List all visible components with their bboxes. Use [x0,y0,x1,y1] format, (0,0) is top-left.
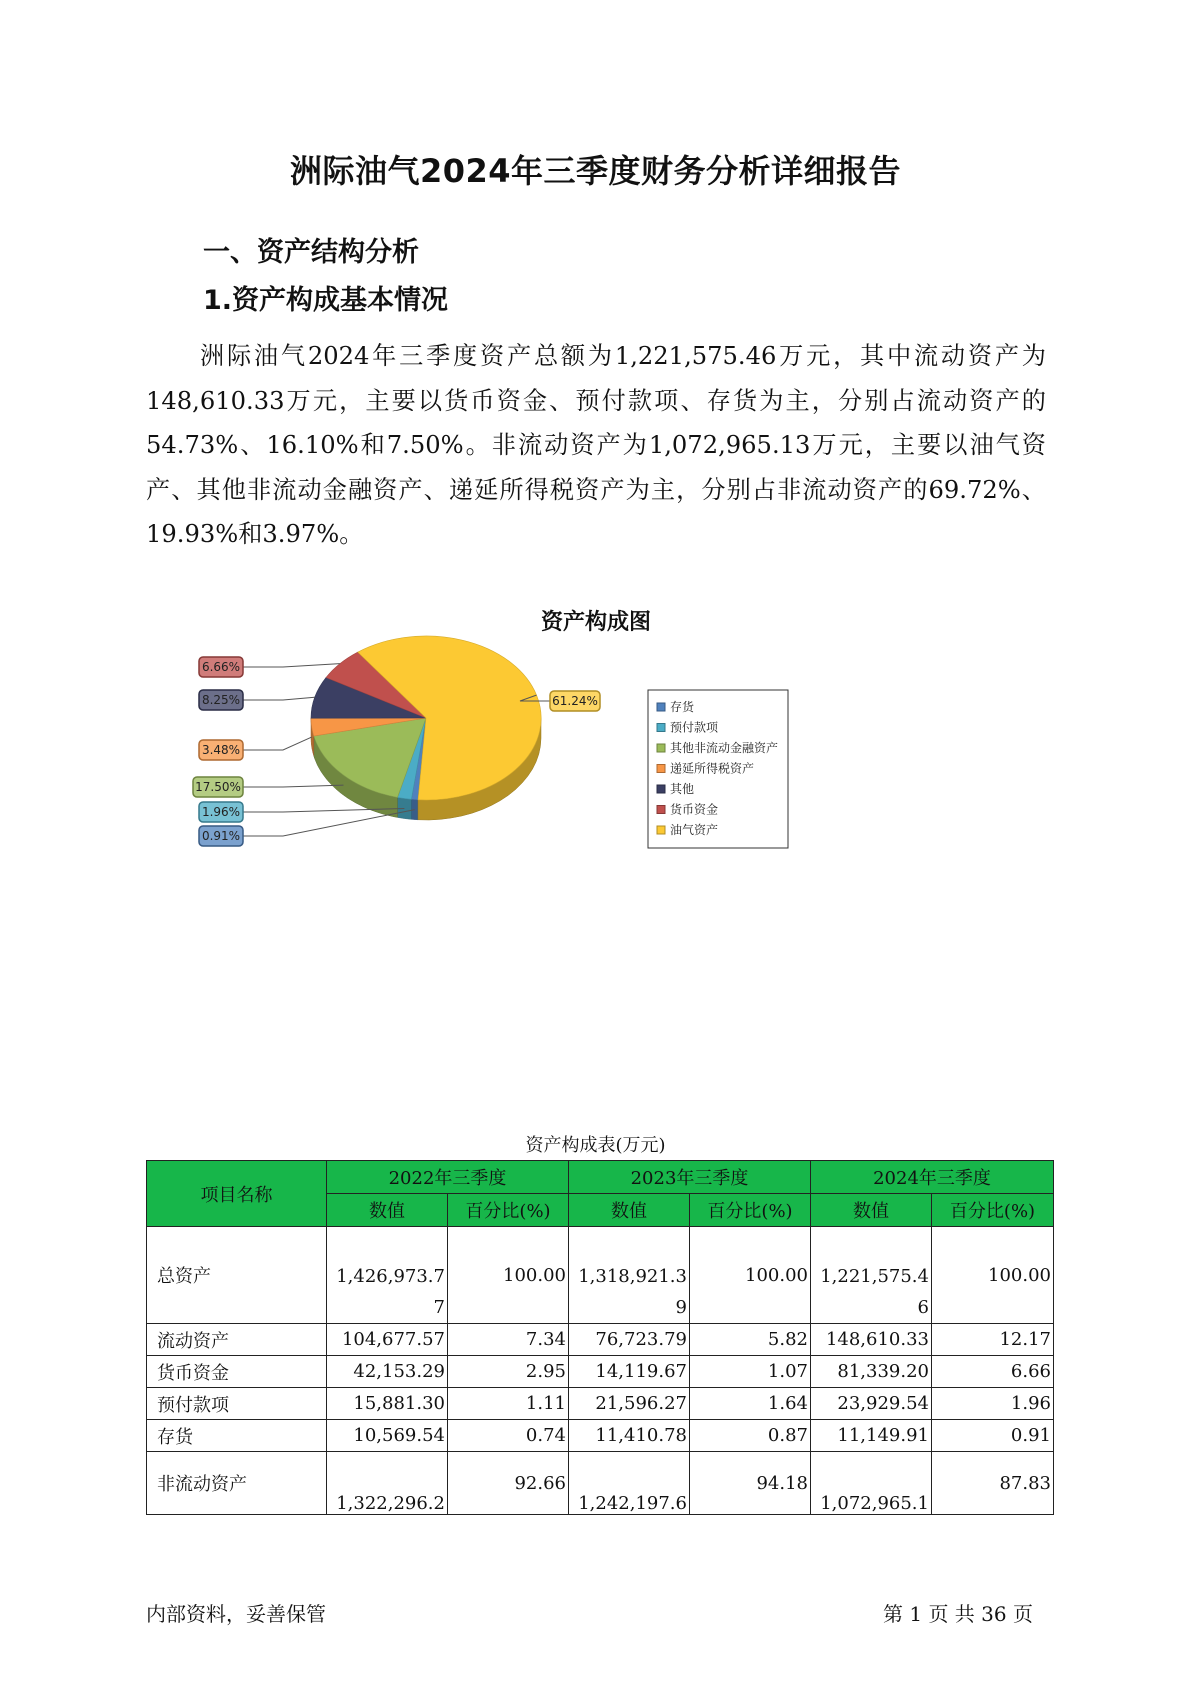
legend-item: 油气资产 [670,823,719,837]
footer-confidential: 内部资料，妥善保管 [146,1602,326,1626]
cell-value: 11,410.78 [569,1420,690,1452]
row-name: 流动资产 [147,1324,327,1356]
cell-value: 23,929.54 [811,1388,932,1420]
header-period: 2022年三季度 [327,1161,569,1194]
cell-value: 76,723.79 [569,1324,690,1356]
header-percent: 百分比(%) [690,1194,811,1227]
row-name: 存货 [147,1420,327,1452]
footer-page-number: 第 1 页 共 36 页 [883,1602,1033,1626]
legend-swatch [657,785,665,793]
legend-item: 货币资金 [670,802,719,817]
cell-value: 1,072,965.1 [811,1452,932,1515]
chart-title: 资产构成图 [540,610,651,635]
callout-line [243,785,344,787]
callout-line [243,697,315,700]
data-label: 3.48% [201,743,241,757]
cell-value: 1,426,973.77 [327,1227,448,1324]
analysis-paragraph: 洲际油气2024年三季度资产总额为1,221,575.46万元，其中流动资产为148,610.33万元，主要以货币资金、预付款项、存货为主，分别占流动资产的54.73%、16.10%和7.50%。非流动资产为1,072,965.13万元，主要以油气资产、其他非流动金融资产、递延所得税资产为主，分别占非流动资产的69.72%、19.93%和3.97%。 [146,342,1046,548]
callout-line [243,664,340,667]
legend-item: 预付款项 [670,720,719,735]
table-row [147,1452,1054,1515]
cell-value: 81,339.20 [811,1356,932,1388]
cell-value: 21,596.27 [569,1388,690,1420]
cell-percent: 1.11 [448,1388,569,1420]
legend-swatch [657,703,665,711]
cell-percent: 100.00 [932,1227,1054,1324]
cell-percent: 100.00 [448,1227,569,1324]
asset-composition-table [146,1160,1054,1515]
cell-percent: 92.66 [448,1452,569,1515]
table-row [147,1356,1054,1388]
legend-item: 其他非流动金融资产 [670,741,779,755]
header-value: 数值 [569,1194,690,1227]
chart-legend [648,690,788,848]
cell-percent: 12.17 [932,1324,1054,1356]
cell-percent: 87.83 [932,1452,1054,1515]
header-value: 数值 [327,1194,448,1227]
cell-percent: 0.91 [932,1420,1054,1452]
legend-swatch [657,806,665,814]
cell-percent: 0.87 [690,1420,811,1452]
cell-percent: 7.34 [448,1324,569,1356]
table-row [147,1388,1054,1420]
cell-percent: 5.82 [690,1324,811,1356]
cell-percent: 1.07 [690,1356,811,1388]
cell-value: 11,149.91 [811,1420,932,1452]
header-value: 数值 [811,1194,932,1227]
subsection-heading: 1.资产构成基本情况 [203,285,449,316]
cell-percent: 1.96 [932,1388,1054,1420]
pie-side [411,799,418,820]
cell-value: 1,221,575.46 [811,1227,932,1324]
legend-item: 其他 [670,782,695,796]
cell-value: 10,569.54 [327,1420,448,1452]
row-name: 非流动资产 [147,1452,327,1515]
asset-pie-chart [146,600,1046,940]
cell-percent: 2.95 [448,1356,569,1388]
legend-swatch [657,765,665,773]
data-label: 8.25% [201,693,241,707]
header-item-name: 项目名称 [147,1161,327,1227]
table-caption: 资产构成表(万元) [525,1135,666,1156]
legend-item: 递延所得税资产 [670,761,755,776]
legend-item: 存货 [670,700,695,714]
cell-value: 1,322,296.2 [327,1452,448,1515]
document-title: 洲际油气2024年三季度财务分析详细报告 [289,152,902,190]
cell-percent: 94.18 [690,1452,811,1515]
header-period: 2023年三季度 [569,1161,811,1194]
table-row [147,1227,1054,1324]
row-name: 总资产 [147,1227,327,1324]
legend-swatch [657,724,665,732]
pie-chart-svg [146,600,1046,940]
table-row [147,1420,1054,1452]
header-percent: 百分比(%) [448,1194,569,1227]
section-heading: 一、资产结构分析 [203,237,419,268]
data-label: 61.24% [552,694,598,708]
row-name: 货币资金 [147,1356,327,1388]
data-label: 17.50% [195,780,241,794]
cell-percent: 100.00 [690,1227,811,1324]
legend-swatch [657,744,665,752]
cell-value: 42,153.29 [327,1356,448,1388]
data-label: 0.91% [201,829,241,843]
cell-percent: 1.64 [690,1388,811,1420]
legend-swatch [657,826,665,834]
header-period: 2024年三季度 [811,1161,1054,1194]
cell-value: 15,881.30 [327,1388,448,1420]
data-label: 1.96% [201,805,241,819]
header-percent: 百分比(%) [932,1194,1054,1227]
cell-value: 148,610.33 [811,1324,932,1356]
cell-percent: 6.66 [932,1356,1054,1388]
cell-percent: 0.74 [448,1420,569,1452]
cell-value: 1,318,921.39 [569,1227,690,1324]
data-label: 6.66% [201,660,241,674]
callout-line [243,737,312,750]
cell-value: 104,677.57 [327,1324,448,1356]
row-name: 预付款项 [147,1388,327,1420]
cell-value: 1,242,197.6 [569,1452,690,1515]
cell-value: 14,119.67 [569,1356,690,1388]
table-row [147,1324,1054,1356]
